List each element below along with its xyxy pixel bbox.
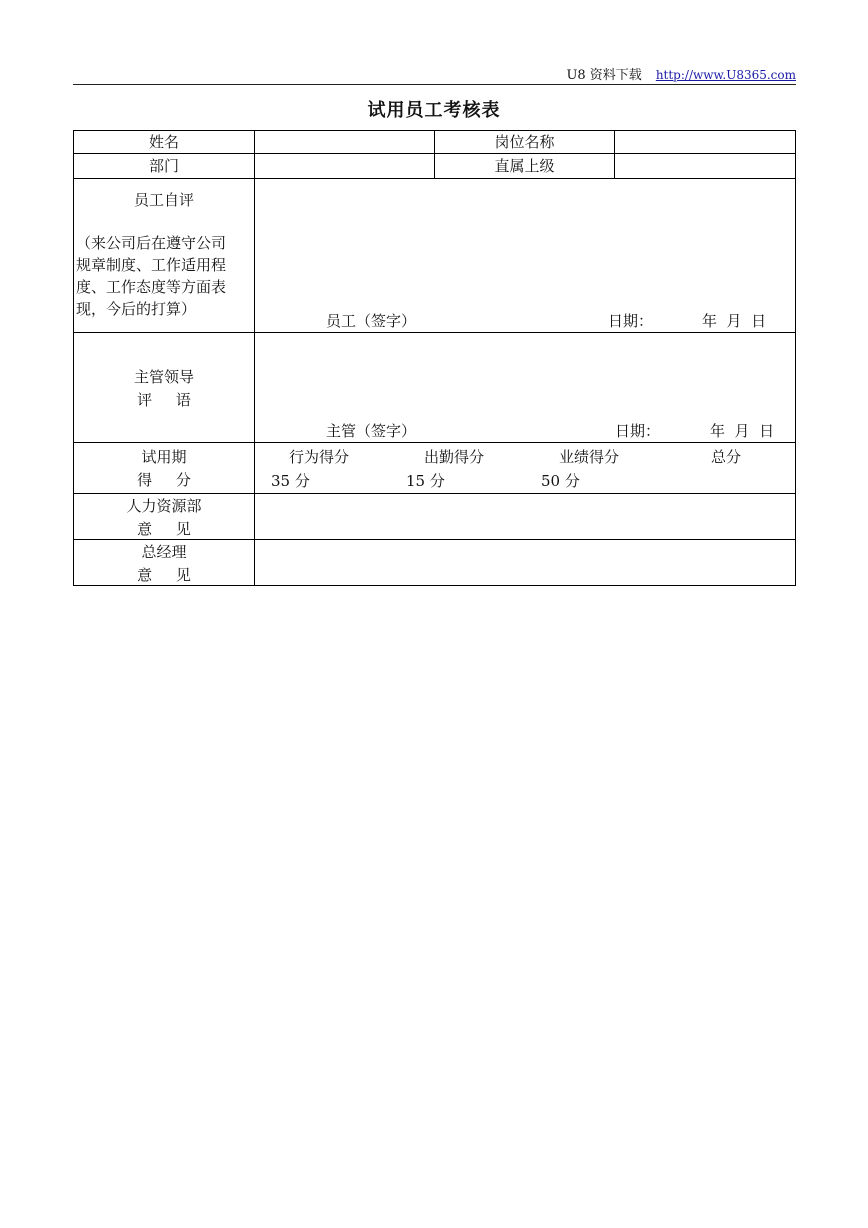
source-label: U8 资料下载 — [566, 68, 642, 83]
self-eval-note — [76, 232, 254, 320]
evaluation-form — [73, 130, 796, 586]
gm-opinion-field[interactable] — [255, 540, 795, 585]
hr-label-line1: 人力资源部 — [126, 497, 202, 515]
probation-label-line2: 得 分 — [137, 471, 191, 489]
name-label: 姓名 — [148, 133, 179, 151]
self-eval-field[interactable] — [255, 179, 795, 304]
performance-points: 50 分 — [541, 472, 580, 490]
gm-label-line1: 总经理 — [141, 543, 187, 561]
self-eval-label: 员工自评 — [133, 191, 194, 209]
behavior-score-label: 行为得分 — [289, 448, 350, 466]
self-eval-note-line: 规章制度、工作适用程 — [76, 256, 227, 274]
attendance-points: 15 分 — [406, 472, 445, 490]
dept-field[interactable] — [255, 154, 434, 178]
self-eval-note-line: （来公司后在遵守公司 — [76, 234, 227, 252]
self-eval-date-label: 日期： — [608, 312, 654, 330]
dept-label: 部门 — [148, 157, 179, 175]
hr-label-line2: 意 见 — [137, 520, 191, 538]
position-label: 岗位名称 — [494, 133, 555, 151]
performance-score-label: 业绩得分 — [559, 448, 620, 466]
self-eval-note-line: 度、工作态度等方面表 — [76, 278, 227, 296]
self-eval-note-line: 现，今后的打算） — [76, 300, 197, 318]
gm-label-line2: 意 见 — [137, 566, 191, 584]
attendance-score-label: 出勤得分 — [424, 448, 485, 466]
site-link[interactable]: http://www.U8365.com — [655, 68, 796, 82]
supervisor-label-line1: 主管领导 — [133, 368, 194, 386]
page-header — [566, 64, 796, 83]
name-field[interactable] — [255, 131, 434, 153]
superior-field[interactable] — [615, 154, 795, 178]
probation-label-line1: 试用期 — [141, 448, 187, 466]
supervisor-date-label: 日期： — [615, 422, 661, 440]
supervisor-date-ymd: 年 月 日 — [710, 422, 775, 440]
supervisor-label-line2: 评 语 — [137, 391, 191, 409]
behavior-points: 35 分 — [271, 472, 310, 490]
total-score-label: 总分 — [711, 448, 742, 466]
row-divider — [74, 442, 795, 443]
employee-signature-label: 员工（签字） — [326, 312, 417, 330]
supervisor-comment-field[interactable] — [255, 333, 795, 418]
header-divider — [73, 84, 796, 85]
hr-opinion-field[interactable] — [255, 494, 795, 539]
supervisor-signature-label: 主管（签字） — [326, 422, 417, 440]
form-title: 试用员工考核表 — [367, 100, 501, 121]
position-field[interactable] — [615, 131, 795, 153]
self-eval-date-ymd: 年 月 日 — [702, 312, 767, 330]
superior-label: 直属上级 — [494, 157, 555, 175]
